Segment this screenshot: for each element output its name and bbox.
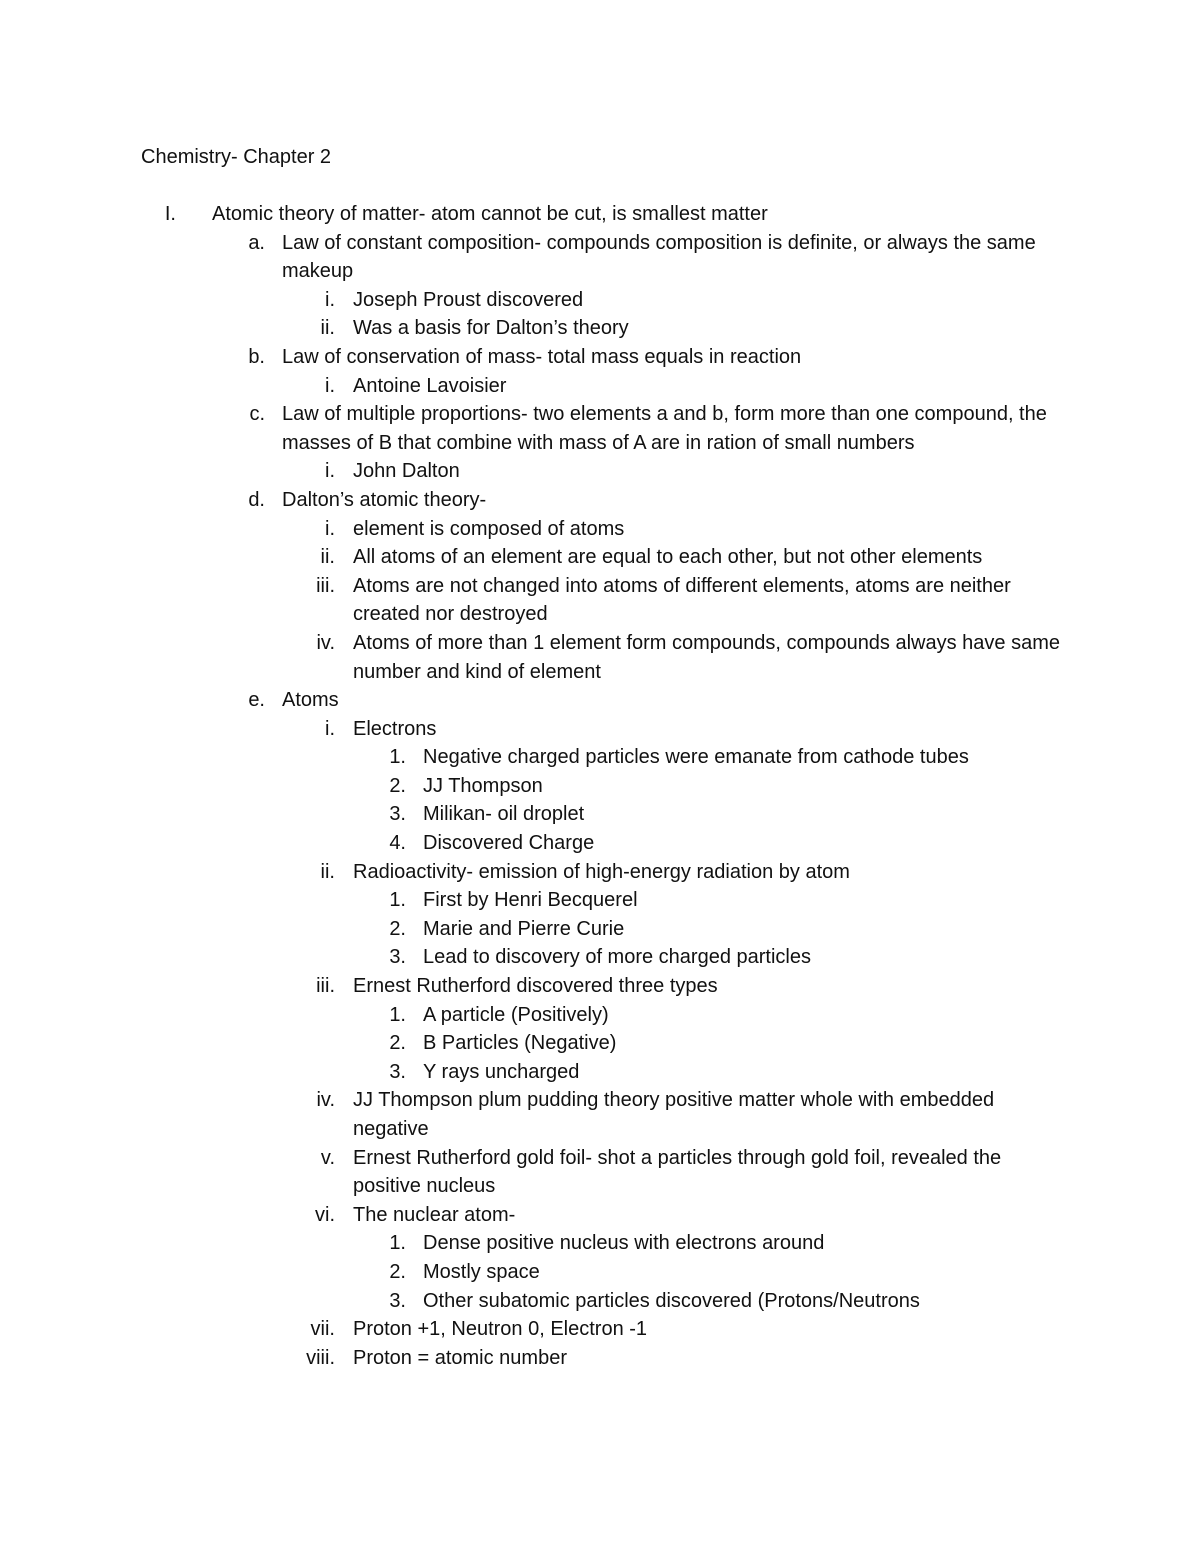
outline-item-text: Proton = atomic number: [353, 1346, 567, 1369]
outline-item-marker: iv.: [316, 1089, 335, 1112]
outline-item: [0, 486, 1200, 515]
outline-item-text: Proton +1, Neutron 0, Electron -1: [353, 1318, 648, 1341]
outline-item-text: Law of constant composition- compounds composition is definite, or always the same makeup: [282, 231, 1036, 283]
outline-item: [0, 229, 1200, 286]
outline-item-text: B Particles (Negative): [423, 1032, 617, 1055]
outline-item-text: Law of conservation of mass- total mass equals in reaction: [282, 345, 802, 368]
outline-item-marker: ii.: [320, 546, 335, 569]
outline-item-marker: 2.: [389, 1032, 406, 1055]
outline-item-marker: iii.: [316, 574, 335, 597]
outline-item-text: The nuclear atom-: [353, 1203, 516, 1226]
outline-item-marker: i.: [325, 288, 335, 311]
outline-item-text: Ernest Rutherford gold foil- shot a particles through gold foil, revealed the positive nucleus: [353, 1146, 1002, 1198]
outline-item-marker: 1.: [389, 1232, 406, 1255]
outline-item: [0, 372, 1200, 401]
outline-item-text: Atoms: [282, 689, 339, 712]
outline-item: [0, 1315, 1200, 1344]
outline-item-text: John Dalton: [353, 460, 460, 483]
outline-item: [0, 686, 1200, 715]
outline-item-marker: i.: [325, 517, 335, 540]
outline-item-marker: 3.: [389, 1060, 406, 1083]
outline-item-text: JJ Thompson plum pudding theory positive matter whole with embedded negative: [353, 1089, 995, 1140]
outline-item-text: Antoine Lavoisier: [353, 374, 507, 397]
outline-item: [0, 886, 1200, 915]
outline-item-text: Mostly space: [423, 1260, 540, 1283]
outline-item: [0, 858, 1200, 887]
outline-item-text: Joseph Proust discovered: [353, 288, 584, 311]
outline-item: [0, 1086, 1200, 1143]
outline-item: [0, 1287, 1200, 1316]
outline-item: [0, 286, 1200, 315]
outline-item-marker: v.: [320, 1146, 335, 1169]
outline-item-marker: d.: [248, 488, 265, 511]
outline-item: [0, 772, 1200, 801]
outline-item-text: JJ Thompson: [423, 774, 543, 797]
outline-item-text: Other subatomic particles discovered (Protons/Neutrons: [423, 1289, 920, 1312]
outline-item-text: Radioactivity- emission of high-energy radiation by atom: [353, 860, 850, 883]
outline-item: [0, 915, 1200, 944]
outline-item: [0, 1058, 1200, 1087]
outline-item: [0, 1001, 1200, 1030]
outline-item-marker: 3.: [389, 803, 406, 826]
outline-item: [0, 829, 1200, 858]
outline-item: [0, 1144, 1200, 1201]
outline-item-text: A particle (Positively): [423, 1003, 609, 1026]
outline-item: [0, 800, 1200, 829]
outline-item: [0, 343, 1200, 372]
outline-item-marker: vi.: [315, 1203, 335, 1226]
outline-item: [0, 515, 1200, 544]
outline-item: [0, 1229, 1200, 1258]
outline-item-marker: e.: [248, 689, 265, 712]
outline-item-marker: vii.: [310, 1318, 335, 1341]
outline-item-text: Lead to discovery of more charged particles: [423, 946, 811, 969]
outline-item-marker: i.: [325, 460, 335, 483]
outline-item-marker: 3.: [389, 1289, 406, 1312]
outline-item: [0, 1258, 1200, 1287]
outline-item-marker: 1.: [389, 746, 406, 769]
outline-item-marker: viii.: [306, 1346, 335, 1369]
outline-item: [0, 457, 1200, 486]
outline-item-marker: b.: [248, 345, 265, 368]
outline-item: [0, 943, 1200, 972]
outline-item-marker: i.: [325, 717, 335, 740]
outline-item-text: Negative charged particles were emanate from cathode tubes: [423, 746, 969, 769]
outline-item-marker: 1.: [389, 889, 406, 912]
outline-item-text: First by Henri Becquerel: [423, 889, 638, 912]
outline-item: [0, 743, 1200, 772]
outline-item-marker: iii.: [316, 975, 335, 998]
outline-item-text: Was a basis for Dalton’s theory: [353, 317, 629, 340]
outline-item-marker: 2.: [389, 1260, 406, 1283]
outline-item-marker: ii.: [320, 317, 335, 340]
outline-item-text: Marie and Pierre Curie: [423, 917, 625, 940]
outline-item: [0, 1029, 1200, 1058]
outline-item-text: Milikan- oil droplet: [423, 803, 585, 826]
outline-item-text: All atoms of an element are equal to each other, but not other elements: [353, 546, 983, 569]
outline-item-marker: i.: [325, 374, 335, 397]
outline-item-text: Y rays uncharged: [423, 1060, 580, 1083]
outline-item-text: Atoms are not changed into atoms of different elements, atoms are neither created nor destroyed: [353, 574, 1011, 626]
outline-item-text: Ernest Rutherford discovered three types: [353, 975, 718, 998]
page-title: Chemistry- Chapter 2: [141, 146, 332, 168]
outline-item-text: Discovered Charge: [423, 832, 595, 855]
outline-item-marker: 4.: [389, 832, 406, 855]
outline-item-marker: c.: [249, 403, 265, 426]
outline-item: [0, 1344, 1200, 1373]
outline-item-marker: 2.: [389, 774, 406, 797]
outline-item-marker: 1.: [389, 1003, 406, 1026]
outline-item: [0, 543, 1200, 572]
outline-item-text: Atomic theory of matter- atom cannot be cut, is smallest matter: [212, 203, 768, 225]
outline-item: [0, 629, 1200, 686]
outline-item: [0, 314, 1200, 343]
outline-item-marker: a.: [248, 231, 265, 254]
outline-item: [0, 572, 1200, 629]
outline-item-text: element is composed of atoms: [353, 517, 625, 540]
outline-item-text: Dense positive nucleus with electrons around: [423, 1232, 825, 1255]
outline-item-text: Dalton’s atomic theory-: [282, 488, 487, 511]
outline-item: [0, 400, 1200, 457]
outline-item: [0, 200, 1200, 229]
outline-item-marker: 3.: [389, 946, 406, 969]
outline-item: [0, 972, 1200, 1001]
outline-item-marker: I.: [164, 203, 176, 225]
outline-item-text: Electrons: [353, 717, 437, 740]
outline-item: [0, 1201, 1200, 1230]
outline-item-text: Atoms of more than 1 element form compounds, compounds always have same number and kind of element: [353, 631, 1061, 683]
outline-item-marker: iv.: [316, 631, 335, 654]
outline-item-text: Law of multiple proportions- two elements a and b, form more than one compound, the masses of B that combine with mass of A are in ration of small numbers: [282, 403, 1047, 454]
outline-item-marker: 2.: [389, 917, 406, 940]
outline-item: [0, 715, 1200, 744]
outline-list: [0, 200, 1200, 1372]
outline-item-marker: ii.: [320, 860, 335, 883]
